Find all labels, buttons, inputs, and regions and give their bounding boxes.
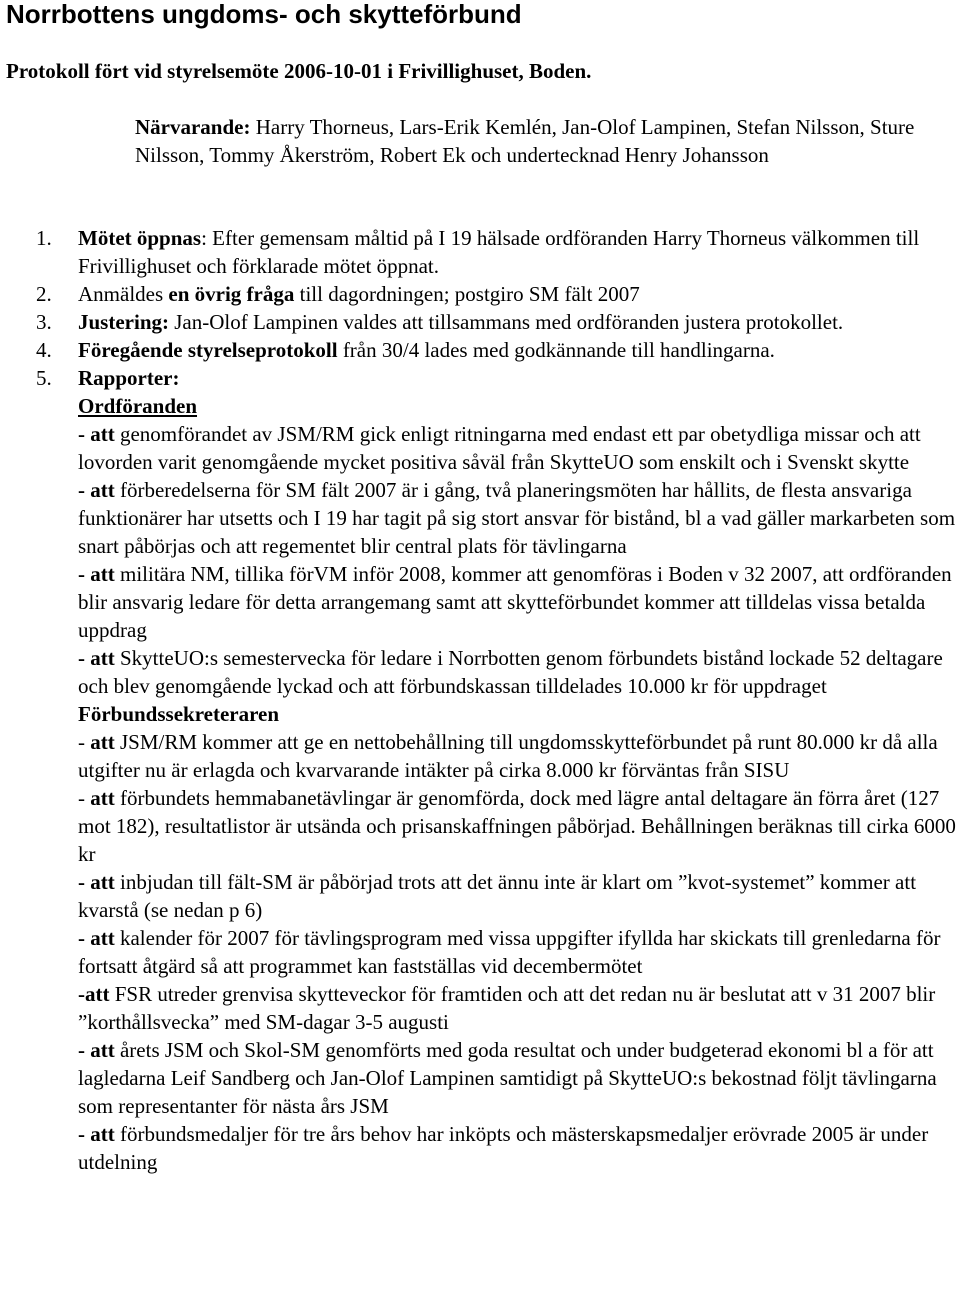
report-paragraph bbox=[78, 980, 960, 1036]
report-paragraph bbox=[78, 784, 960, 868]
report-text: FSR utreder grenvisa skytteveckor för framtiden och att det redan nu är beslutat att v 31 2007 blir ”korthållsvecka” med SM-dagar 3-5 augusti bbox=[78, 982, 936, 1034]
item-text: : Efter gemensam måltid på I 19 hälsade ordföranden Harry Thorneus välkommen till Frivillighuset och förklarade mötet öppnat. bbox=[78, 226, 920, 278]
item-text-pre: Anmäldes bbox=[78, 282, 169, 306]
document-subtitle: Protokoll fört vid styrelsemöte 2006-10-01 i Frivillighuset, Boden. bbox=[6, 59, 592, 83]
report-paragraph bbox=[78, 476, 960, 560]
attendance-paragraph bbox=[135, 113, 925, 169]
report-text: genomförandet av JSM/RM gick enligt ritningarna med endast ett par obetydliga missar och att lovorden varit genomgående mycket positiva såväl från SkytteUO som enskilt och i Svenskt skytte bbox=[78, 422, 921, 474]
item-number: 4. bbox=[36, 338, 52, 362]
item-number: 2. bbox=[36, 282, 52, 306]
report-text: förbundets hemmabanetävlingar är genomförda, dock med lägre antal deltagare än förra året (127 mot 182), resultatlistor är utsända och prisanskaffningen påbörjad. Behållningen beräknas till cirka 6000 kr bbox=[78, 786, 956, 866]
report-paragraph bbox=[78, 728, 960, 784]
item-number: 3. bbox=[36, 310, 52, 334]
report-lead: att bbox=[90, 786, 115, 810]
agenda-item-3 bbox=[36, 308, 960, 336]
report-text: årets JSM och Skol-SM genomförts med goda resultat och under budgeterad ekonomi bl a för att lagledarna Leif Sandberg och Jan-Olof Lampinen samtidigt på SkytteUO:s bekostnad följt tävlingarna som representanter för nästa års JSM bbox=[78, 1038, 937, 1118]
agenda-item-4 bbox=[36, 336, 960, 364]
report-text: SkytteUO:s semestervecka för ledare i Norrbotten genom förbundets bistånd lockade 52 deltagare och blev genomgående lyckad och att förbundskassan tilldelades 10.000 kr för uppdraget bbox=[78, 646, 943, 698]
report-text: JSM/RM kommer att ge en nettobehållning till ungdomsskytteförbundet på runt 80.000 kr då alla utgifter nu är erlagda och kvarvarande intäkter på cirka 8.000 kr förväntas från SISU bbox=[78, 730, 938, 782]
report-text: kalender för 2007 för tävlingsprogram med vissa uppgifter ifyllda har skickats till grenledarna för fortsatt åtgärd så att programmet kan fastställas vid decembermötet bbox=[78, 926, 941, 978]
report-lead: - att bbox=[78, 1038, 115, 1062]
item-number: 5. bbox=[36, 366, 52, 390]
agenda-item-2 bbox=[36, 280, 960, 308]
report-dash: - bbox=[78, 730, 91, 754]
item-text: Jan-Olof Lampinen valdes att tillsammans med ordföranden justera protokollet. bbox=[169, 310, 844, 334]
item-number: 1. bbox=[36, 226, 52, 250]
report-lead: - att bbox=[78, 870, 115, 894]
report-lead: - att bbox=[78, 478, 115, 502]
agenda-item-1 bbox=[36, 224, 960, 280]
item-text: från 30/4 lades med godkännande till handlingarna. bbox=[337, 338, 775, 362]
report-paragraph bbox=[78, 868, 960, 924]
report-paragraph bbox=[78, 644, 960, 700]
report-lead: -att bbox=[78, 982, 110, 1006]
agenda-list bbox=[36, 224, 960, 1176]
report-lead: att bbox=[90, 730, 115, 754]
section-heading-ordforanden: Ordföranden bbox=[78, 394, 198, 418]
report-dash: - bbox=[78, 786, 91, 810]
attendance-label: Närvarande: bbox=[135, 115, 251, 139]
item-heading: Föregående styrelseprotokoll bbox=[78, 338, 338, 362]
report-text: militära NM, tillika förVM inför 2008, kommer att genomföras i Boden v 32 2007, att ordföranden blir ansvarig ledare för detta arrangemang samt att skytteförbundet kommer att tilldelas vissa betalda uppdrag bbox=[78, 562, 952, 642]
report-lead: - att bbox=[78, 1122, 115, 1146]
report-paragraph bbox=[78, 560, 960, 644]
report-lead: - att bbox=[78, 926, 115, 950]
agenda-item-5 bbox=[36, 364, 960, 1176]
report-lead: - att bbox=[78, 646, 115, 670]
report-text: förbundsmedaljer för tre års behov har inköpts och mästerskapsmedaljer erövrade 2005 är under utdelning bbox=[78, 1122, 929, 1174]
item-heading: Mötet öppnas bbox=[78, 226, 202, 250]
report-lead: - att bbox=[78, 562, 115, 586]
report-paragraph bbox=[78, 1036, 960, 1120]
report-text: förberedelserna för SM fält 2007 är i gång, två planeringsmöten har hållits, de flesta ansvariga funktionärer har utsetts och I 19 har tagit på sig stort ansvar för bistånd, bl a vad gäller markarbeten som snart påbörjas och att regementet blir central plats för tävlingarna bbox=[78, 478, 956, 558]
report-paragraph bbox=[78, 924, 960, 980]
report-text: inbjudan till fält-SM är påbörjad trots att det ännu inte är klart om ”kvot-systemet” kommer att kvarstå (se nedan p 6) bbox=[78, 870, 917, 922]
document-title: Norrbottens ungdoms- och skytteförbund bbox=[6, 0, 522, 29]
report-paragraph bbox=[78, 1120, 960, 1176]
report-paragraph bbox=[78, 420, 960, 476]
attendance-names: Harry Thorneus, Lars-Erik Kemlén, Jan-Olof Lampinen, Stefan Nilsson, Sture Nilsson, Tommy Åkerström, Robert Ek och undertecknad Henry Johansson bbox=[135, 115, 915, 167]
item-heading: Justering: bbox=[78, 310, 169, 334]
section-heading-forbundssekreteraren: Förbundssekreteraren bbox=[78, 702, 280, 726]
item-heading: en övrig fråga bbox=[168, 282, 295, 306]
item-heading: Rapporter: bbox=[78, 366, 180, 390]
report-lead: - att bbox=[78, 422, 115, 446]
item-text: till dagordningen; postgiro SM fält 2007 bbox=[294, 282, 640, 306]
